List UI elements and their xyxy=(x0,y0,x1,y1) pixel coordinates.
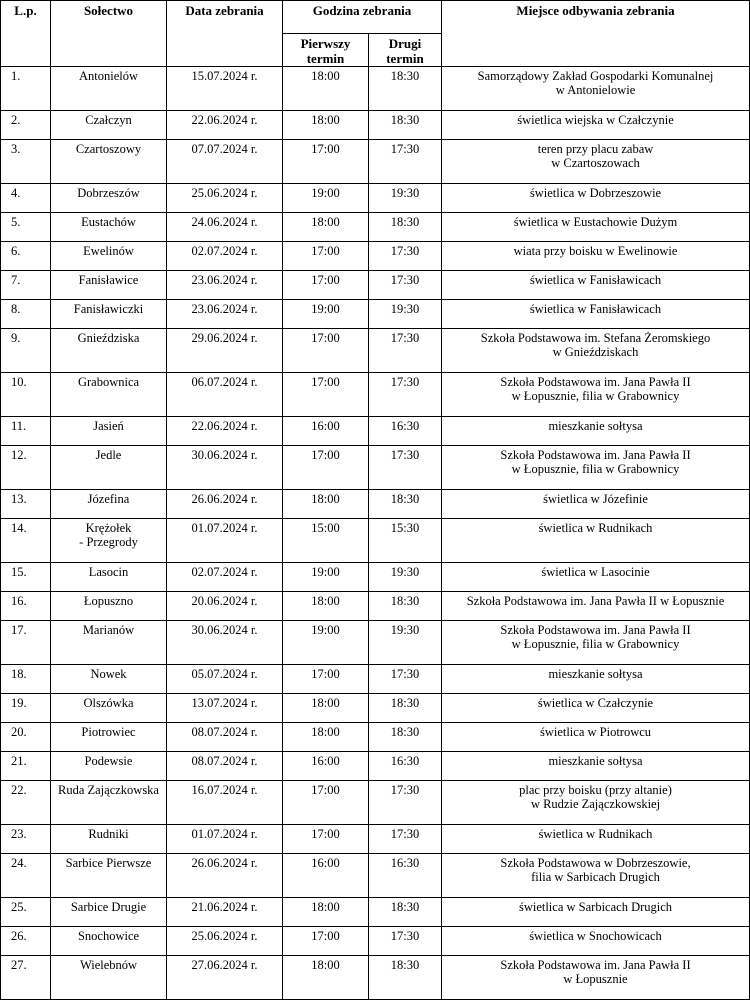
solectwo-name xyxy=(51,213,167,242)
first-term-time: 19:00 xyxy=(283,184,369,213)
solectwo-name-line: Ewelinów xyxy=(83,244,134,258)
table-row xyxy=(1,854,750,898)
meeting-place xyxy=(442,752,750,781)
meeting-date: 24.06.2024 r. xyxy=(167,213,283,242)
header-solectwo: Sołectwo xyxy=(51,1,167,67)
row-number: 25. xyxy=(1,898,51,927)
solectwo-name-line: Lasocin xyxy=(88,565,129,579)
first-term-time: 19:00 xyxy=(283,300,369,329)
row-number: 6. xyxy=(1,242,51,271)
solectwo-name-line: Snochowice xyxy=(77,929,140,943)
table-row xyxy=(1,665,750,694)
header-miejsce: Miejsce odbywania zebrania xyxy=(442,1,750,67)
meeting-place-line: Szkoła Podstawowa im. Stefana Żeromskiego xyxy=(480,331,711,345)
table-row xyxy=(1,373,750,417)
solectwo-name-line: Łopuszno xyxy=(83,594,134,608)
meeting-place xyxy=(442,592,750,621)
meeting-place xyxy=(442,111,750,140)
table-row xyxy=(1,781,750,825)
meeting-date: 23.06.2024 r. xyxy=(167,271,283,300)
header-row xyxy=(1,1,750,34)
first-term-time: 18:00 xyxy=(283,956,369,1000)
second-term-time: 18:30 xyxy=(369,898,442,927)
meeting-date: 30.06.2024 r. xyxy=(167,446,283,490)
meeting-place xyxy=(442,417,750,446)
first-term-time: 16:00 xyxy=(283,752,369,781)
meeting-date: 27.06.2024 r. xyxy=(167,956,283,1000)
table-row xyxy=(1,927,750,956)
meeting-place-line: w Gnieździskach xyxy=(552,345,639,359)
second-term-time: 19:30 xyxy=(369,300,442,329)
solectwo-name-line: Czałczyn xyxy=(85,113,132,127)
first-term-time: 18:00 xyxy=(283,490,369,519)
solectwo-name-line: Grabownica xyxy=(77,375,140,389)
meeting-date: 25.06.2024 r. xyxy=(167,927,283,956)
solectwo-name xyxy=(51,592,167,621)
solectwo-name xyxy=(51,723,167,752)
second-term-time: 18:30 xyxy=(369,213,442,242)
solectwo-name xyxy=(51,825,167,854)
row-number: 9. xyxy=(1,329,51,373)
meeting-date: 16.07.2024 r. xyxy=(167,781,283,825)
solectwo-name-line: Jedle xyxy=(95,448,122,462)
table-row xyxy=(1,140,750,184)
row-number: 2. xyxy=(1,111,51,140)
meeting-place-line: świetlica w Lasocinie xyxy=(541,565,650,579)
meeting-place-line: w Antonielowie xyxy=(555,83,636,97)
table-row xyxy=(1,67,750,111)
solectwo-name-line: Rudniki xyxy=(88,827,129,841)
solectwo-name xyxy=(51,621,167,665)
meeting-place-line: Szkoła Podstawowa w Dobrzeszowie, xyxy=(500,856,691,870)
row-number: 27. xyxy=(1,956,51,1000)
row-number: 1. xyxy=(1,67,51,111)
row-number: 21. xyxy=(1,752,51,781)
solectwo-name xyxy=(51,300,167,329)
meeting-date: 13.07.2024 r. xyxy=(167,694,283,723)
first-term-time: 19:00 xyxy=(283,563,369,592)
second-term-time: 18:30 xyxy=(369,592,442,621)
meeting-place xyxy=(442,621,750,665)
meeting-place xyxy=(442,67,750,111)
solectwo-name xyxy=(51,781,167,825)
meeting-place xyxy=(442,694,750,723)
table-row xyxy=(1,621,750,665)
first-term-time: 18:00 xyxy=(283,723,369,752)
meeting-place-line: świetlica w Piotrowcu xyxy=(539,725,652,739)
meeting-place-line: świetlica w Rudnikach xyxy=(538,521,653,535)
solectwo-name xyxy=(51,111,167,140)
meeting-date: 21.06.2024 r. xyxy=(167,898,283,927)
solectwo-name-line: Fanisławiczki xyxy=(73,302,144,316)
second-term-time: 18:30 xyxy=(369,694,442,723)
header-drugi-termin: Drugi termin xyxy=(369,34,442,67)
table-row xyxy=(1,898,750,927)
meeting-place-line: mieszkanie sołtysa xyxy=(548,754,643,768)
second-term-time: 17:30 xyxy=(369,271,442,300)
second-term-time: 17:30 xyxy=(369,665,442,694)
second-term-time: 18:30 xyxy=(369,956,442,1000)
solectwo-name xyxy=(51,519,167,563)
row-number: 12. xyxy=(1,446,51,490)
second-term-time: 16:30 xyxy=(369,752,442,781)
table-row xyxy=(1,213,750,242)
solectwo-name-line: Fanisławice xyxy=(78,273,139,287)
meeting-place-line: świetlica w Eustachowie Dużym xyxy=(513,215,678,229)
first-term-time: 15:00 xyxy=(283,519,369,563)
row-number: 20. xyxy=(1,723,51,752)
meeting-date: 02.07.2024 r. xyxy=(167,563,283,592)
row-number: 10. xyxy=(1,373,51,417)
second-term-time: 17:30 xyxy=(369,446,442,490)
table-row xyxy=(1,723,750,752)
meeting-place xyxy=(442,271,750,300)
meeting-place-line: świetlica wiejska w Czałczynie xyxy=(517,113,674,127)
solectwo-name-line: Dobrzeszów xyxy=(77,186,140,200)
meeting-place xyxy=(442,781,750,825)
meeting-date: 20.06.2024 r. xyxy=(167,592,283,621)
meeting-place xyxy=(442,665,750,694)
meeting-date: 07.07.2024 r. xyxy=(167,140,283,184)
second-term-time: 16:30 xyxy=(369,417,442,446)
meeting-place-line: Szkoła Podstawowa im. Jana Pawła II xyxy=(500,958,691,972)
solectwo-name xyxy=(51,665,167,694)
meeting-date: 23.06.2024 r. xyxy=(167,300,283,329)
meeting-date: 22.06.2024 r. xyxy=(167,111,283,140)
table-row xyxy=(1,825,750,854)
row-number: 11. xyxy=(1,417,51,446)
solectwo-name-line: Jasień xyxy=(93,419,124,433)
row-number: 7. xyxy=(1,271,51,300)
meeting-date: 26.06.2024 r. xyxy=(167,854,283,898)
solectwo-name-line: Olszówka xyxy=(83,696,134,710)
solectwo-name-line: Piotrowiec xyxy=(81,725,136,739)
header-godzina-zebrania: Godzina zebrania xyxy=(283,1,442,34)
first-term-time: 18:00 xyxy=(283,898,369,927)
meeting-place-line: w Łopusznie, filia w Grabownicy xyxy=(511,462,680,476)
row-number: 3. xyxy=(1,140,51,184)
meeting-place xyxy=(442,723,750,752)
table-row xyxy=(1,519,750,563)
first-term-time: 18:00 xyxy=(283,67,369,111)
second-term-time: 17:30 xyxy=(369,825,442,854)
second-term-time: 17:30 xyxy=(369,781,442,825)
solectwo-name xyxy=(51,446,167,490)
meeting-place-line: mieszkanie sołtysa xyxy=(548,419,643,433)
second-term-time: 18:30 xyxy=(369,111,442,140)
solectwo-name xyxy=(51,373,167,417)
row-number: 16. xyxy=(1,592,51,621)
first-term-time: 17:00 xyxy=(283,665,369,694)
second-term-time: 18:30 xyxy=(369,723,442,752)
table-row xyxy=(1,271,750,300)
solectwo-name xyxy=(51,242,167,271)
header-lp: L.p. xyxy=(1,1,51,67)
first-term-time: 17:00 xyxy=(283,271,369,300)
table-row xyxy=(1,242,750,271)
meeting-place xyxy=(442,956,750,1000)
solectwo-name xyxy=(51,927,167,956)
meeting-place xyxy=(442,854,750,898)
solectwo-name xyxy=(51,854,167,898)
meeting-place-line: w Czartoszowach xyxy=(551,156,640,170)
first-term-time: 19:00 xyxy=(283,621,369,665)
solectwo-name-line: Marianów xyxy=(82,623,135,637)
meeting-place xyxy=(442,329,750,373)
meeting-date: 15.07.2024 r. xyxy=(167,67,283,111)
row-number: 13. xyxy=(1,490,51,519)
meeting-place-line: Szkoła Podstawowa im. Jana Pawła II xyxy=(500,448,691,462)
header-data-zebrania: Data zebrania xyxy=(167,1,283,67)
first-term-time: 17:00 xyxy=(283,373,369,417)
meeting-date: 29.06.2024 r. xyxy=(167,329,283,373)
meeting-date: 22.06.2024 r. xyxy=(167,417,283,446)
second-term-time: 15:30 xyxy=(369,519,442,563)
table-body xyxy=(1,67,750,1000)
row-number: 19. xyxy=(1,694,51,723)
meeting-place-line: w Rudzie Zajączkowskiej xyxy=(530,797,661,811)
solectwo-name-line: Sarbice Drugie xyxy=(70,900,147,914)
solectwo-name xyxy=(51,490,167,519)
second-term-time: 16:30 xyxy=(369,854,442,898)
second-term-time: 17:30 xyxy=(369,329,442,373)
first-term-time: 17:00 xyxy=(283,825,369,854)
solectwo-name-line: Józefina xyxy=(87,492,130,506)
solectwo-name-line: Sarbice Pierwsze xyxy=(65,856,152,870)
table-row xyxy=(1,184,750,213)
meeting-place-line: mieszkanie sołtysa xyxy=(548,667,643,681)
meeting-date: 30.06.2024 r. xyxy=(167,621,283,665)
row-number: 4. xyxy=(1,184,51,213)
meeting-date: 01.07.2024 r. xyxy=(167,825,283,854)
second-term-time: 17:30 xyxy=(369,927,442,956)
solectwo-name xyxy=(51,184,167,213)
meeting-place-line: świetlica w Snochowicach xyxy=(529,929,662,943)
solectwo-name xyxy=(51,417,167,446)
row-number: 15. xyxy=(1,563,51,592)
meeting-place-line: w Łopusznie, filia w Grabownicy xyxy=(511,637,680,651)
second-term-time: 18:30 xyxy=(369,67,442,111)
row-number: 23. xyxy=(1,825,51,854)
meeting-place-line: Szkoła Podstawowa im. Jana Pawła II xyxy=(500,375,691,389)
meeting-date: 26.06.2024 r. xyxy=(167,490,283,519)
meeting-place-line: teren przy placu zabaw xyxy=(537,142,654,156)
meeting-place xyxy=(442,140,750,184)
meeting-place xyxy=(442,373,750,417)
meeting-place-line: Szkoła Podstawowa im. Jana Pawła II w Łopusznie xyxy=(466,594,725,608)
solectwo-name xyxy=(51,563,167,592)
meeting-place xyxy=(442,184,750,213)
meeting-place-line: w Łopusznie xyxy=(563,972,628,986)
table-row xyxy=(1,300,750,329)
meeting-place-line: filia w Sarbicach Drugich xyxy=(531,870,660,884)
meeting-place xyxy=(442,898,750,927)
first-term-time: 16:00 xyxy=(283,417,369,446)
first-term-time: 17:00 xyxy=(283,242,369,271)
solectwo-name xyxy=(51,752,167,781)
meeting-place-line: świetlica w Fanisławicach xyxy=(529,302,662,316)
meeting-place xyxy=(442,446,750,490)
meeting-place-line: świetlica w Dobrzeszowie xyxy=(529,186,662,200)
second-term-time: 17:30 xyxy=(369,373,442,417)
table-row xyxy=(1,111,750,140)
first-term-time: 16:00 xyxy=(283,854,369,898)
meeting-place-line: Szkoła Podstawowa im. Jana Pawła II xyxy=(500,623,691,637)
row-number: 22. xyxy=(1,781,51,825)
meeting-place xyxy=(442,490,750,519)
solectwo-name-line: Nowek xyxy=(90,667,127,681)
meeting-date: 02.07.2024 r. xyxy=(167,242,283,271)
meeting-place-line: w Łopusznie, filia w Grabownicy xyxy=(511,389,680,403)
second-term-time: 17:30 xyxy=(369,242,442,271)
solectwo-name xyxy=(51,329,167,373)
meeting-place-line: plac przy boisku (przy altanie) xyxy=(519,783,672,797)
meeting-date: 05.07.2024 r. xyxy=(167,665,283,694)
solectwo-name-line: Podewsie xyxy=(84,754,133,768)
meeting-place xyxy=(442,927,750,956)
header-pierwszy-termin: Pierwszy termin xyxy=(283,34,369,67)
solectwo-name xyxy=(51,140,167,184)
table-row xyxy=(1,694,750,723)
solectwo-name-line: Ruda Zajączkowska xyxy=(57,783,159,797)
row-number: 14. xyxy=(1,519,51,563)
row-number: 17. xyxy=(1,621,51,665)
meeting-place xyxy=(442,563,750,592)
table-row xyxy=(1,563,750,592)
meeting-place-line: świetlica w Rudnikach xyxy=(538,827,653,841)
table-row xyxy=(1,329,750,373)
second-term-time: 19:30 xyxy=(369,621,442,665)
meeting-place-line: świetlica w Józefinie xyxy=(543,492,648,506)
first-term-time: 17:00 xyxy=(283,329,369,373)
solectwo-name-line: Krężołek xyxy=(85,521,132,535)
solectwo-name xyxy=(51,67,167,111)
solectwo-name-line: - Przegrody xyxy=(79,535,138,549)
meeting-place-line: świetlica w Czałczynie xyxy=(537,696,654,710)
meeting-date: 01.07.2024 r. xyxy=(167,519,283,563)
second-term-time: 18:30 xyxy=(369,490,442,519)
table-row xyxy=(1,417,750,446)
solectwo-name-line: Antonielów xyxy=(78,69,139,83)
second-term-time: 19:30 xyxy=(369,184,442,213)
first-term-time: 17:00 xyxy=(283,781,369,825)
meeting-place xyxy=(442,213,750,242)
table-row xyxy=(1,592,750,621)
first-term-time: 18:00 xyxy=(283,592,369,621)
meeting-place xyxy=(442,242,750,271)
table-row xyxy=(1,752,750,781)
meeting-place xyxy=(442,825,750,854)
row-number: 26. xyxy=(1,927,51,956)
table-row xyxy=(1,956,750,1000)
solectwo-name-line: Gnieździska xyxy=(77,331,140,345)
solectwo-name xyxy=(51,271,167,300)
solectwo-name xyxy=(51,694,167,723)
table-row xyxy=(1,446,750,490)
first-term-time: 17:00 xyxy=(283,446,369,490)
meeting-place-line: świetlica w Fanisławicach xyxy=(529,273,662,287)
solectwo-name-line: Wielebnów xyxy=(79,958,138,972)
second-term-time: 19:30 xyxy=(369,563,442,592)
first-term-time: 18:00 xyxy=(283,111,369,140)
meeting-place-line: wiata przy boisku w Ewelinowie xyxy=(513,244,678,258)
meeting-place xyxy=(442,300,750,329)
first-term-time: 17:00 xyxy=(283,140,369,184)
meeting-place xyxy=(442,519,750,563)
solectwo-name-line: Eustachów xyxy=(81,215,136,229)
meeting-date: 06.07.2024 r. xyxy=(167,373,283,417)
meeting-date: 25.06.2024 r. xyxy=(167,184,283,213)
row-number: 24. xyxy=(1,854,51,898)
meeting-date: 08.07.2024 r. xyxy=(167,723,283,752)
solectwo-name xyxy=(51,956,167,1000)
solectwo-name xyxy=(51,898,167,927)
first-term-time: 17:00 xyxy=(283,927,369,956)
meeting-place-line: Samorządowy Zakład Gospodarki Komunalnej xyxy=(477,69,714,83)
solectwo-name-line: Czartoszowy xyxy=(75,142,142,156)
second-term-time: 17:30 xyxy=(369,140,442,184)
row-number: 18. xyxy=(1,665,51,694)
meeting-date: 08.07.2024 r. xyxy=(167,752,283,781)
row-number: 8. xyxy=(1,300,51,329)
first-term-time: 18:00 xyxy=(283,694,369,723)
row-number: 5. xyxy=(1,213,51,242)
table-row xyxy=(1,490,750,519)
first-term-time: 18:00 xyxy=(283,213,369,242)
meeting-place-line: świetlica w Sarbicach Drugich xyxy=(518,900,673,914)
